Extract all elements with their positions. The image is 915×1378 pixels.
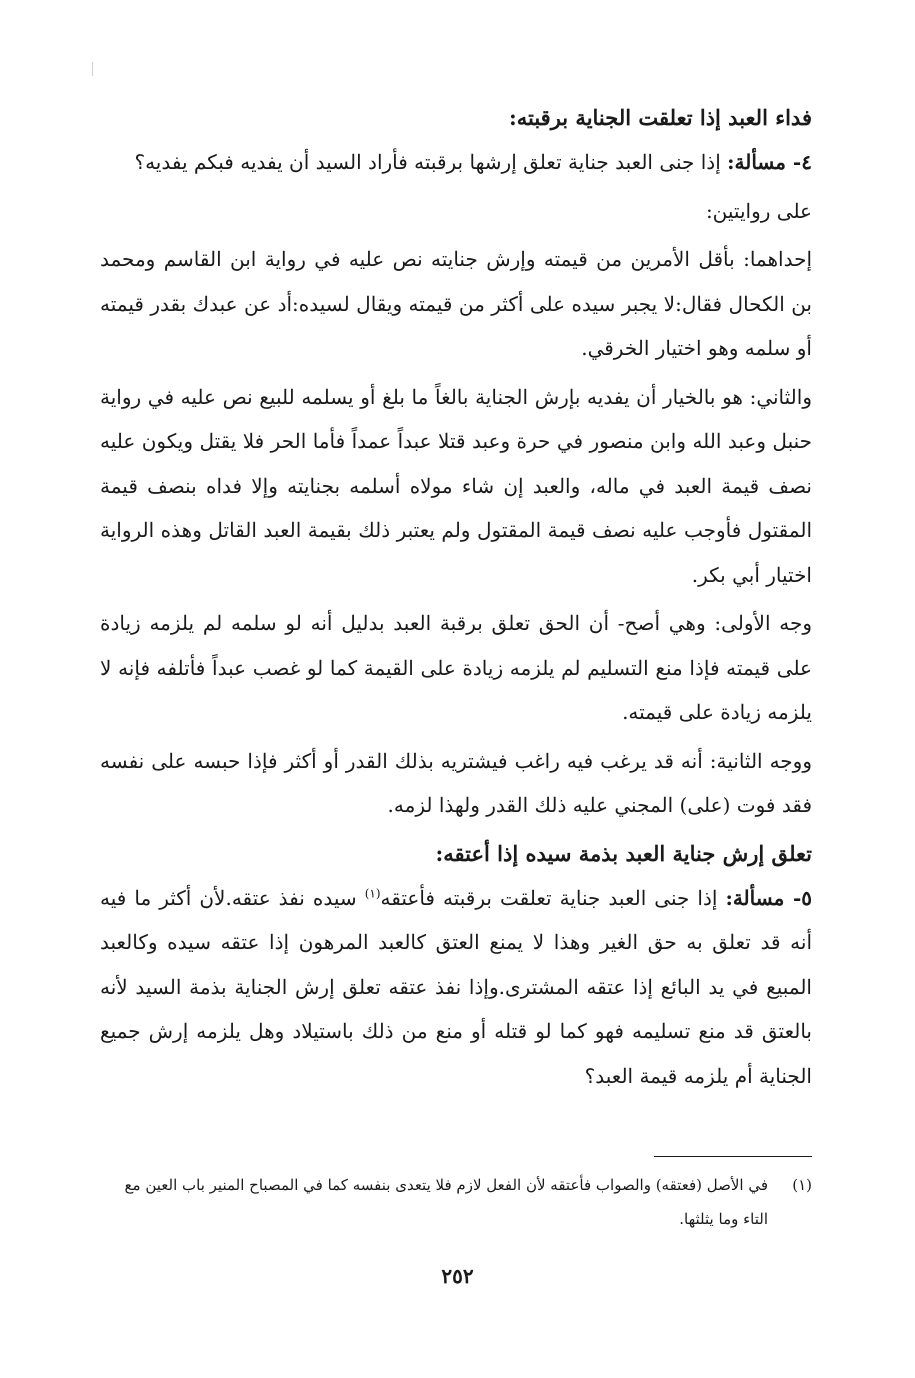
issue-5-paragraph — [100, 876, 812, 1099]
issue-4-label: ٤- مسألة: — [727, 150, 812, 174]
issue-5-text: سيده نفذ عتقه.لأن أكثر ما فيه أنه قد تعلق به حق الغير وهذا لا يمنع العتق كالعبد المرهون إذا عتقه سيده وكالعبد المبيع في يد البائع إذا عتقه المشترى.وإذا نفذ عتقه تعلق إرش الجناية بذمة السيد لأنه بالعتق قد منع تسليمه فهو كما لو قتله أو منع من ذلك باستيلاد وهل يلزمه إرش جميع الجناية أم يلزمه قيمة العبد؟ — [100, 885, 812, 1088]
two-narrations-text: على روايتين: — [705, 198, 812, 223]
page-number: ٢٥٢ — [441, 1264, 474, 1288]
second-argument-text: ووجه الثانية: أنه قد يرغب فيه راغب فيشتريه بذلك القدر أو أكثر فإذا حبسه على نفسه فقد فوت (على) المجني عليه ذلك القدر ولهذا لزمه. — [100, 748, 812, 817]
second-narration-paragraph — [100, 375, 812, 598]
first-narration-paragraph — [100, 237, 812, 371]
first-argument-text: وجه الأولى: وهي أصح- أن الحق تعلق برقبة العبد بدليل أنه لو سلمه لم يلزمه زيادة على قيمته فإذا منع التسليم لم يلزمه زيادة على القيمة كما لو غصب عبداً فأتلفه فإنه لا يلزمه زيادة على قيمته. — [100, 611, 812, 724]
section-heading-liability: تعلق إرش جناية العبد بذمة سيده إذا أعتقه: — [435, 840, 812, 866]
margin-mark — [92, 62, 93, 76]
two-narrations-line — [100, 189, 812, 234]
first-narration-text: إحداهما: بأقل الأمرين من قيمته وإرش جنايته نص عليه في رواية ابن القاسم ومحمد بن الكحال فقال:لا يجبر سيده على أكثر من قيمته ويقال لسيده:أد عن عبدك بقدر قيمته أو سلمه وهو اختيار الخرقي. — [100, 247, 812, 360]
issue-5-label: ٥- مسألة: — [725, 885, 812, 910]
footnote-marker[interactable]: (١) — [364, 885, 381, 900]
footnote-number: (١) — [792, 1176, 812, 1194]
footnote-text: في الأصل (فعتقه) والصواب فأعتقه لأن الفعل لازم فلا يتعدى بنفسه كما في المصباح المنير باب العين مع التاء وما يثلثها. — [124, 1176, 768, 1228]
issue-5-text-before-footnote: إذا جنى العبد جناية تعلقت برقبته فأعتقه — [380, 885, 726, 910]
first-argument-paragraph — [100, 601, 812, 735]
footnote-item — [100, 1168, 812, 1236]
issue-4-text: إذا جنى العبد جناية تعلق إرشها برقبته فأراد السيد أن يفديه فبكم يفديه؟ — [134, 150, 728, 174]
second-narration-text: والثاني: هو بالخيار أن يفديه بإرش الجناية بالغاً ما بلغ أو يسلمه للبيع نص عليه في رواية حنبل وعبد الله وابن منصور في حرة وعبد قتلا عبداً عمداً فأما الحر فلا يقتل ويكون عليه نصف قيمة العبد في ماله، والعبد إن شاء مولاه أسلمه بجنايته وإلا فداه بنصف قيمة المقتول فأوجب عليه نصف قيمة المقتول ولم يعتبر ذلك بقيمة العبد القاتل وهذه الرواية اختيار أبي بكر. — [100, 384, 812, 587]
footnotes — [100, 1168, 812, 1236]
footnote-divider — [654, 1156, 812, 1157]
issue-4-paragraph — [100, 140, 812, 185]
section-heading-ransom: فداء العبد إذا تعلقت الجناية برقبته: — [508, 105, 812, 130]
second-argument-paragraph — [100, 739, 812, 828]
page-body — [100, 96, 812, 1102]
